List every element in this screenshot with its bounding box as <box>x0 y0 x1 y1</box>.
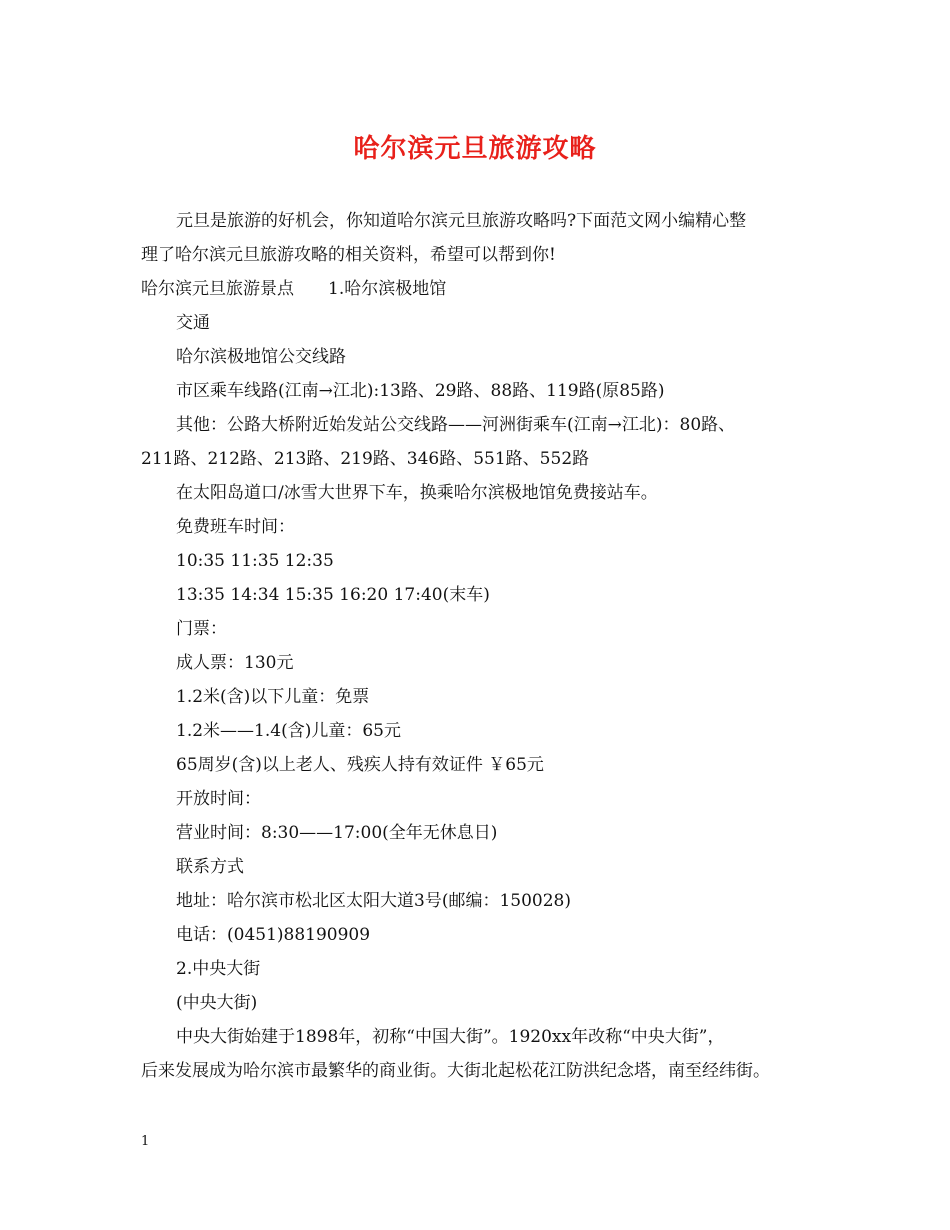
section-heading <box>141 272 831 306</box>
section-heading-right: 1.哈尔滨极地馆 <box>328 279 447 299</box>
paragraph-line: 哈尔滨极地馆公交线路 <box>176 347 346 367</box>
paragraph-line: 10:35 11:35 12:35 <box>176 551 334 571</box>
intro-line-1: 元旦是旅游的好机会，你知道哈尔滨元旦旅游攻略吗?下面范文网小编精心整 <box>176 211 747 231</box>
paragraph-line: 地址：哈尔滨市松北区太阳大道3号(邮编：150028) <box>176 891 571 911</box>
other-routes-line-2: 211路、212路、213路、219路、346路、551路、552路 <box>141 449 590 469</box>
paragraph-line: 65周岁(含)以上老人、残疾人持有效证件 ￥65元 <box>176 755 544 775</box>
paragraph-line: (中央大街) <box>176 993 258 1013</box>
paragraph-line: 门票： <box>176 619 227 639</box>
central-street-line-1: 中央大街始建于1898年，初称“中国大街”。1920xx年改称“中央大街”， <box>176 1027 725 1047</box>
paragraph-line: 免费班车时间： <box>176 517 295 537</box>
document-title: 哈尔滨元旦旅游攻略 <box>353 134 597 164</box>
paragraph-line: 营业时间：8:30——17:00(全年无休息日) <box>176 823 498 843</box>
paragraph-line: 开放时间： <box>176 789 261 809</box>
document-body <box>141 204 831 1088</box>
paragraph-line: 1.2米——1.4(含)儿童：65元 <box>176 721 401 741</box>
paragraph-line: 联系方式 <box>176 857 244 877</box>
paragraph-line: 1.2米(含)以下儿童：免票 <box>176 687 370 707</box>
paragraph-line: 电话：(0451)88190909 <box>176 925 371 945</box>
intro-line-2: 理了哈尔滨元旦旅游攻略的相关资料，希望可以帮到你! <box>141 245 556 265</box>
paragraph-line: 13:35 14:34 15:35 16:20 17:40(末车) <box>176 585 490 605</box>
section-heading-left: 哈尔滨元旦旅游景点 <box>141 279 294 299</box>
paragraph-line: 成人票：130元 <box>176 653 294 673</box>
paragraph-line: 市区乘车线路(江南→江北):13路、29路、88路、119路(原85路) <box>176 381 665 401</box>
central-street-line-2: 后来发展成为哈尔滨市最繁华的商业街。大街北起松花江防洪纪念塔，南至经纬街。 <box>141 1061 770 1081</box>
page-number: 1 <box>141 1134 150 1149</box>
paragraph-line: 2.中央大街 <box>176 959 261 979</box>
paragraph-line: 交通 <box>176 313 210 333</box>
paragraph-line: 在太阳岛道口/冰雪大世界下车，换乘哈尔滨极地馆免费接站车。 <box>176 483 658 503</box>
other-routes-line-1: 其他：公路大桥附近始发站公交线路——河洲街乘车(江南→江北)：80路、 <box>176 415 736 435</box>
